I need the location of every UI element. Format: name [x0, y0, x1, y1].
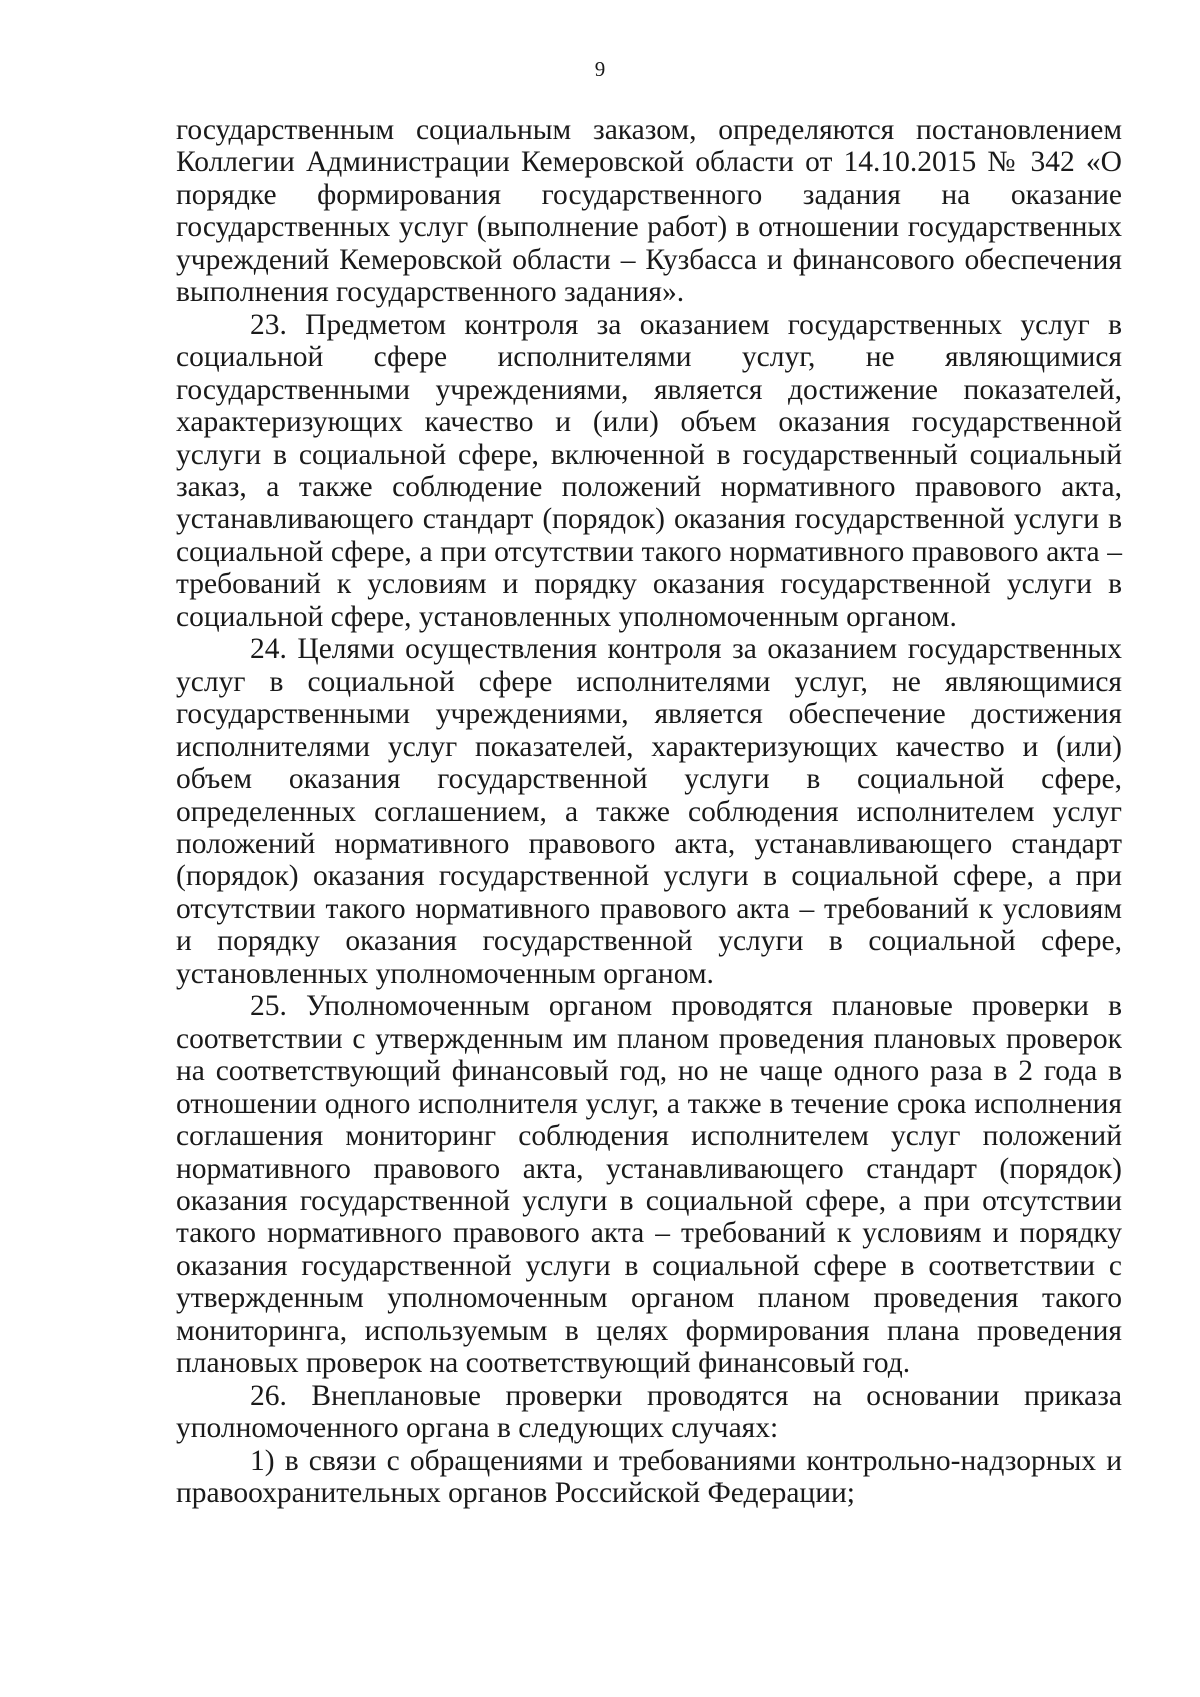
paragraph-item-23: 23. Предметом контроля за оказанием государственных услуг в социальной сфере исполнителями услуг, не являющимися государственными учреждениями, является достижение показателей, характеризующих качество и (или) объем оказания государственной услуги в социальной сфере, включенной в государственный социальный заказ, а также соблюдение положений нормативного правового акта, устанавливающего стандарт (порядок) оказания государственной услуги в социальной сфере, а при отсутствии такого нормативного правового акта – требований к условиям и порядку оказания государственной услуги в социальной сфере, установленных уполномоченным органом. [176, 308, 1122, 633]
paragraph-item-26: 26. Внеплановые проверки проводятся на основании приказа уполномоченного органа в следующих случаях: [176, 1379, 1122, 1445]
paragraph-item-24: 24. Целями осуществления контроля за оказанием государственных услуг в социальной сфере исполнителями услуг, не являющимися государственными учреждениями, является обеспечение достижения исполнителями услуг показателей, характеризующих качество и (или) объем оказания государственной услуги в социальной сфере, определенных соглашением, а также соблюдения исполнителем услуг положений нормативного правового акта, устанавливающего стандарт (порядок) оказания государственной услуги в социальной сфере, а при отсутствии такого нормативного правового акта – требований к условиям и порядку оказания государственной услуги в социальной сфере, установленных уполномоченным органом. [176, 633, 1122, 990]
page-number: 9 [594, 57, 606, 81]
paragraph-continuation: государственным социальным заказом, определяются постановлением Коллегии Администрации Кемеровской области от 14.10.2015 № 342 «О порядке формирования государственного задания на оказание государственных услуг (выполнение работ) в отношении государственных учреждений Кемеровской области – Кузбасса и финансового обеспечения выполнения государственного задания». [176, 114, 1122, 309]
paragraph-item-26-1: 1) в связи с обращениями и требованиями контрольно-надзорных и правоохранительных органов Российской Федерации; [176, 1444, 1122, 1510]
document-body [176, 114, 1122, 1509]
paragraph-item-25: 25. Уполномоченным органом проводятся плановые проверки в соответствии с утвержденным им планом проведения плановых проверок на соответствующий финансовый год, но не чаще одного раза в 2 года в отношении одного исполнителя услуг, а также в течение срока исполнения соглашения мониторинг соблюдения исполнителем услуг положений нормативного правового акта, устанавливающего стандарт (порядок) оказания государственной услуги в социальной сфере, а при отсутствии такого нормативного правового акта – требований к условиям и порядку оказания государственной услуги в социальной сфере в соответствии с утвержденным уполномоченным органом планом проведения такого мониторинга, используемым в целях формирования плана проведения плановых проверок на соответствующий финансовый год. [176, 990, 1122, 1380]
